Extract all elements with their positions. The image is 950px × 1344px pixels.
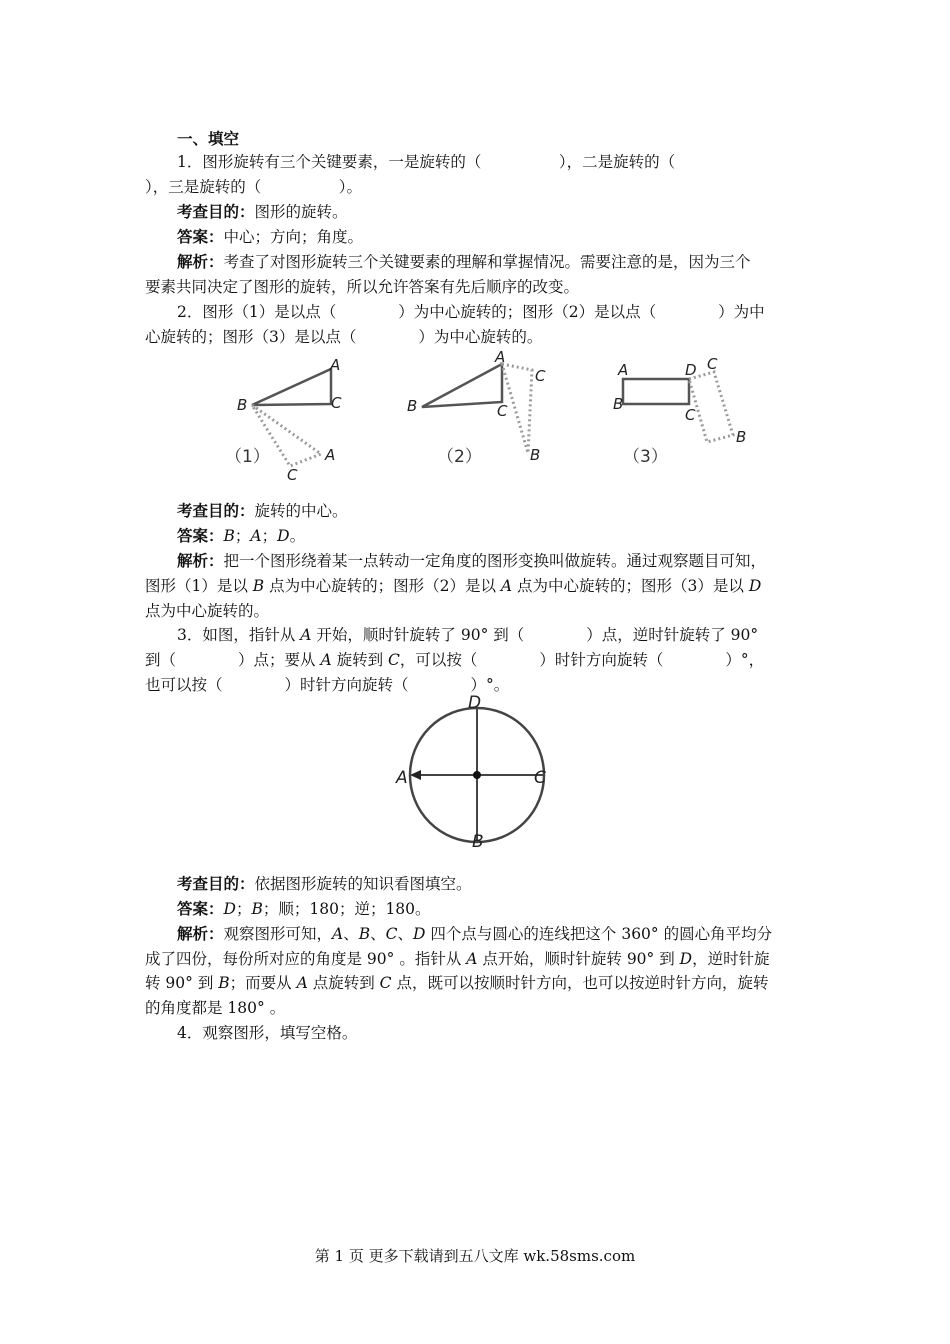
q3-purpose [177, 872, 847, 896]
label-a: A [618, 361, 629, 379]
label-b-rotated: B [530, 446, 541, 464]
analysis-text: 图形（1）是以 [145, 577, 253, 595]
label-b-rotated: B [736, 428, 747, 446]
figure-caption: （3） [623, 447, 668, 467]
answer-label: 答案： [177, 227, 224, 246]
q3-analysis-line4: 的角度都是 180° 。 [145, 999, 286, 1017]
answer-point: B [223, 527, 235, 545]
analysis-point: B [358, 925, 371, 943]
answer-point: A [250, 527, 262, 545]
label-a: A [396, 768, 408, 788]
purpose-text: 图形的旋转。 [254, 203, 348, 221]
analysis-point: A [296, 974, 308, 992]
q1-analysis-line1 [177, 250, 847, 274]
question-text: 旋转到 [331, 651, 388, 669]
q2-text-line2: 心旋转的；图形（3）是以点（ ）为中心旋转的。 [145, 328, 543, 346]
answer-label: 答案： [177, 526, 224, 545]
q3-analysis-line3 [145, 971, 815, 995]
q3-analysis-line2 [145, 947, 815, 971]
purpose-text: 旋转的中心。 [254, 502, 348, 520]
center-dot [473, 771, 481, 779]
analysis-label: 解析： [177, 924, 224, 943]
analysis-text: 、 [397, 925, 414, 943]
answer-point: B [251, 900, 263, 918]
answer-point: D [277, 527, 290, 545]
analysis-point: D [679, 950, 693, 968]
rectangle-original [623, 379, 689, 404]
answer-sep: ； [235, 900, 252, 918]
analysis-text: 观察图形可知， [223, 925, 333, 943]
label-c-rotated: C [707, 355, 718, 373]
q2-answer [177, 524, 847, 548]
rectangle-rotated [689, 372, 733, 442]
pointer-arrowhead-icon [410, 770, 421, 780]
answer-label: 答案： [177, 899, 224, 918]
q2-analysis-line3: 点为中心旋转的。 [145, 602, 270, 620]
analysis-point: D [413, 925, 426, 943]
purpose-label: 考查目的： [177, 501, 255, 520]
q3-analysis-line1 [177, 922, 847, 946]
answer-sep: 。 [289, 527, 306, 545]
label-b: B [407, 397, 418, 415]
q2-analysis-line1 [177, 549, 847, 573]
label-c-rotated: C [535, 367, 546, 385]
label-b: B [472, 832, 484, 852]
answer-sep: ； [234, 527, 251, 545]
q2-analysis-line2 [145, 574, 815, 598]
q3-answer [177, 897, 847, 921]
answer-text: ；顺；180；逆；180。 [262, 900, 431, 918]
figure-caption: （1） [225, 447, 270, 467]
label-c-rotated: C [287, 466, 298, 484]
question-point: A [300, 626, 312, 644]
q1-analysis-line2: 要素共同决定了图形的旋转，所以允许答案有先后顺序的改变。 [145, 278, 580, 296]
question-text: ，可以按（ ）时针方向旋转（ ）°， [399, 651, 765, 669]
q1-text-line1: 1．图形旋转有三个关键要素，一是旋转的（ ），二是旋转的（ [177, 153, 676, 171]
analysis-point: B [218, 974, 230, 992]
q1-text-line2: ），三是旋转的（ ）。 [145, 178, 363, 196]
analysis-point: C [379, 974, 392, 992]
analysis-point: A [500, 577, 513, 595]
q4-text-line1: 4．观察图形，填写空格。 [177, 1024, 358, 1042]
answer-text: 中心；方向；角度。 [223, 228, 364, 246]
analysis-point: D [748, 577, 762, 595]
purpose-label: 考查目的： [177, 874, 255, 893]
label-c: C [331, 394, 342, 412]
label-a-rotated: A [325, 446, 336, 464]
analysis-text: 、 [343, 925, 359, 943]
analysis-point: B [252, 577, 265, 595]
question-point: C [388, 651, 400, 669]
label-c: C [534, 768, 546, 788]
analysis-text: 点为中心旋转的；图形（2）是以 [264, 577, 501, 595]
section-title: 一、填空 [177, 129, 240, 148]
question-point: A [320, 651, 332, 669]
analysis-text: ；而要从 [229, 974, 297, 992]
q2-purpose [177, 499, 847, 523]
rotation-figure-3 [605, 350, 765, 470]
analysis-text: 点开始，顺时针旋转 90° 到 [477, 950, 680, 968]
question-text: 3．如图，指针从 [177, 626, 301, 644]
analysis-text: 点为中心旋转的；图形（3）是以 [512, 577, 749, 595]
purpose-label: 考查目的： [177, 202, 255, 221]
q1-answer [177, 225, 847, 249]
label-c: C [497, 402, 508, 420]
analysis-text: 点，既可以按顺时针方向，也可以按逆时针方向，旋转 [391, 974, 769, 992]
label-b: B [613, 395, 624, 413]
analysis-text: 把一个图形绕着某一点转动一定角度的图形变换叫做旋转。通过观察题目可知， [223, 552, 767, 570]
q1-purpose [177, 200, 847, 224]
answer-sep: ； [261, 527, 278, 545]
figure-caption: （2） [437, 447, 482, 467]
analysis-text: 考查了对图形旋转三个关键要素的理解和掌握情况。需要注意的是，因为三个 [223, 253, 751, 271]
q3-text-line1 [177, 623, 847, 647]
analysis-label: 解析： [177, 551, 224, 570]
triangle-original [252, 369, 331, 405]
q3-text-line2 [145, 648, 815, 672]
analysis-point: A [466, 950, 478, 968]
label-b: B [237, 396, 248, 414]
answer-point: D [223, 900, 236, 918]
analysis-text: 点旋转到 [307, 974, 380, 992]
analysis-label: 解析： [177, 252, 224, 271]
question-text: 到（ ）点；要从 [145, 651, 321, 669]
label-d: D [468, 693, 482, 713]
label-a: A [495, 348, 506, 366]
analysis-text: 四个点与圆心的连线把这个 360° 的圆心角平均分 [425, 925, 773, 943]
analysis-point: C [385, 925, 398, 943]
analysis-text: 成了四份，每份所对应的角度是 90° 。指针从 [145, 950, 467, 968]
analysis-text: 、 [370, 925, 386, 943]
purpose-text: 依据图形旋转的知识看图填空。 [254, 875, 472, 893]
analysis-text: 转 90° 到 [145, 974, 219, 992]
clock-figure [390, 692, 560, 852]
q3-text-line3: 也可以按（ ）时针方向旋转（ ）°。 [145, 676, 510, 694]
q2-text-line1: 2．图形（1）是以点（ ）为中心旋转的；图形（2）是以点（ ）为中 [177, 303, 765, 321]
rotation-figure-2 [395, 345, 565, 470]
label-c: C [685, 406, 696, 424]
page-footer: 第 1 页 更多下载请到五八文库 wk.58sms.com [314, 1247, 636, 1265]
triangle-original [422, 364, 502, 407]
question-text: 开始，顺时针旋转了 90° 到（ ）点，逆时针旋转了 90° [311, 626, 759, 644]
rotation-figure-1 [225, 350, 355, 485]
label-a: A [330, 356, 341, 374]
label-d: D [685, 361, 697, 379]
analysis-point: A [332, 925, 344, 943]
analysis-text: ，逆时针旋 [692, 950, 770, 968]
